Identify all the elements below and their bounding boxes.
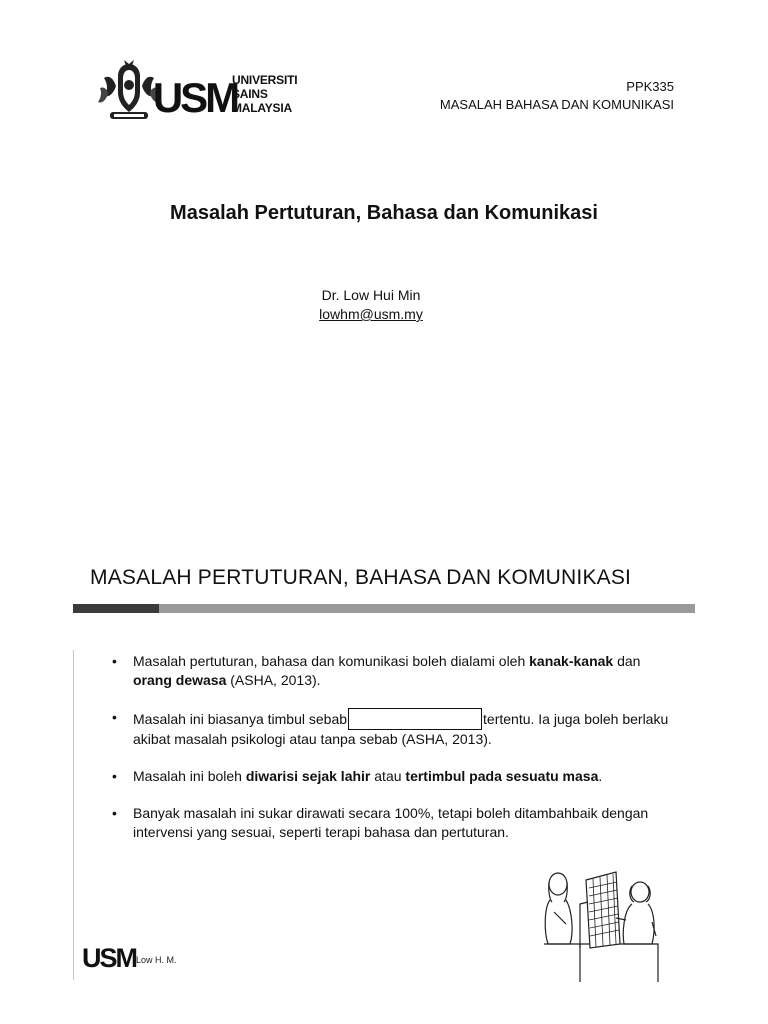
slide-heading: MASALAH PERTUTURAN, BAHASA DAN KOMUNIKASI (90, 566, 632, 589)
university-name-line-3: MALAYSIA (232, 101, 292, 115)
course-header (440, 78, 674, 114)
bullet-marker: • (112, 653, 117, 669)
slide-side-rule (73, 650, 74, 980)
bullet-item (112, 804, 672, 842)
bullet-bold-text: tertimbul pada sesuatu masa (405, 768, 599, 784)
author-block (0, 286, 742, 324)
bullet-list (112, 652, 672, 860)
heading-divider-light (159, 604, 695, 613)
therapy-illustration (540, 862, 672, 982)
svg-text:USM: USM (82, 943, 136, 973)
bullet-text: tertentu. Ia juga boleh berlaku akibat masalah psikologi atau tanpa sebab (ASHA, 2013). (133, 711, 669, 747)
bullet-text: (ASHA, 2013). (226, 672, 321, 688)
bullet-bold-text: kanak-kanak (529, 653, 614, 669)
bullet-text: Banyak masalah ini sukar dirawati secara 100%, tetapi boleh ditambahbaik dengan intervensi yang sesuai, seperti terapi bahasa dan pertuturan. (133, 805, 649, 840)
bullet-text: Masalah ini boleh (133, 768, 246, 784)
footer-author: Low H. M. (136, 955, 177, 965)
bullet-marker: • (112, 709, 117, 725)
svg-text:USM: USM (152, 74, 238, 121)
blank-answer-box (348, 708, 482, 730)
usm-wordmark-logo (152, 72, 238, 121)
author-email-link[interactable]: lowhm@usm.my (319, 306, 423, 322)
university-name-line-2: SAINS (232, 87, 268, 101)
footer-usm-logo (82, 940, 136, 973)
bullet-bold-text: diwarisi sejak lahir (245, 768, 371, 784)
bullet-text: dan (613, 653, 641, 669)
course-code: PPK335 (626, 79, 674, 94)
university-name-line-1: UNIVERSITI (232, 73, 298, 87)
bullet-text: atau (370, 768, 406, 784)
heading-divider-dark (73, 604, 159, 613)
bullet-text: . (598, 768, 603, 784)
course-title: MASALAH BAHASA DAN KOMUNIKASI (439, 97, 674, 112)
bullet-item (112, 708, 672, 749)
bullet-item (112, 652, 672, 690)
deck-title: Masalah Pertuturan, Bahasa dan Komunikasi (170, 202, 598, 224)
bullet-marker: • (112, 768, 117, 784)
bullet-text: Masalah pertuturan, bahasa dan komunikasi boleh dialami oleh (133, 653, 530, 669)
bullet-bold-text: orang dewasa (133, 672, 227, 688)
author-name: Dr. Low Hui Min (321, 287, 421, 303)
bullet-marker: • (112, 805, 117, 821)
bullet-text: Masalah ini biasanya timbul sebab (133, 711, 348, 727)
bullet-item (112, 767, 672, 786)
